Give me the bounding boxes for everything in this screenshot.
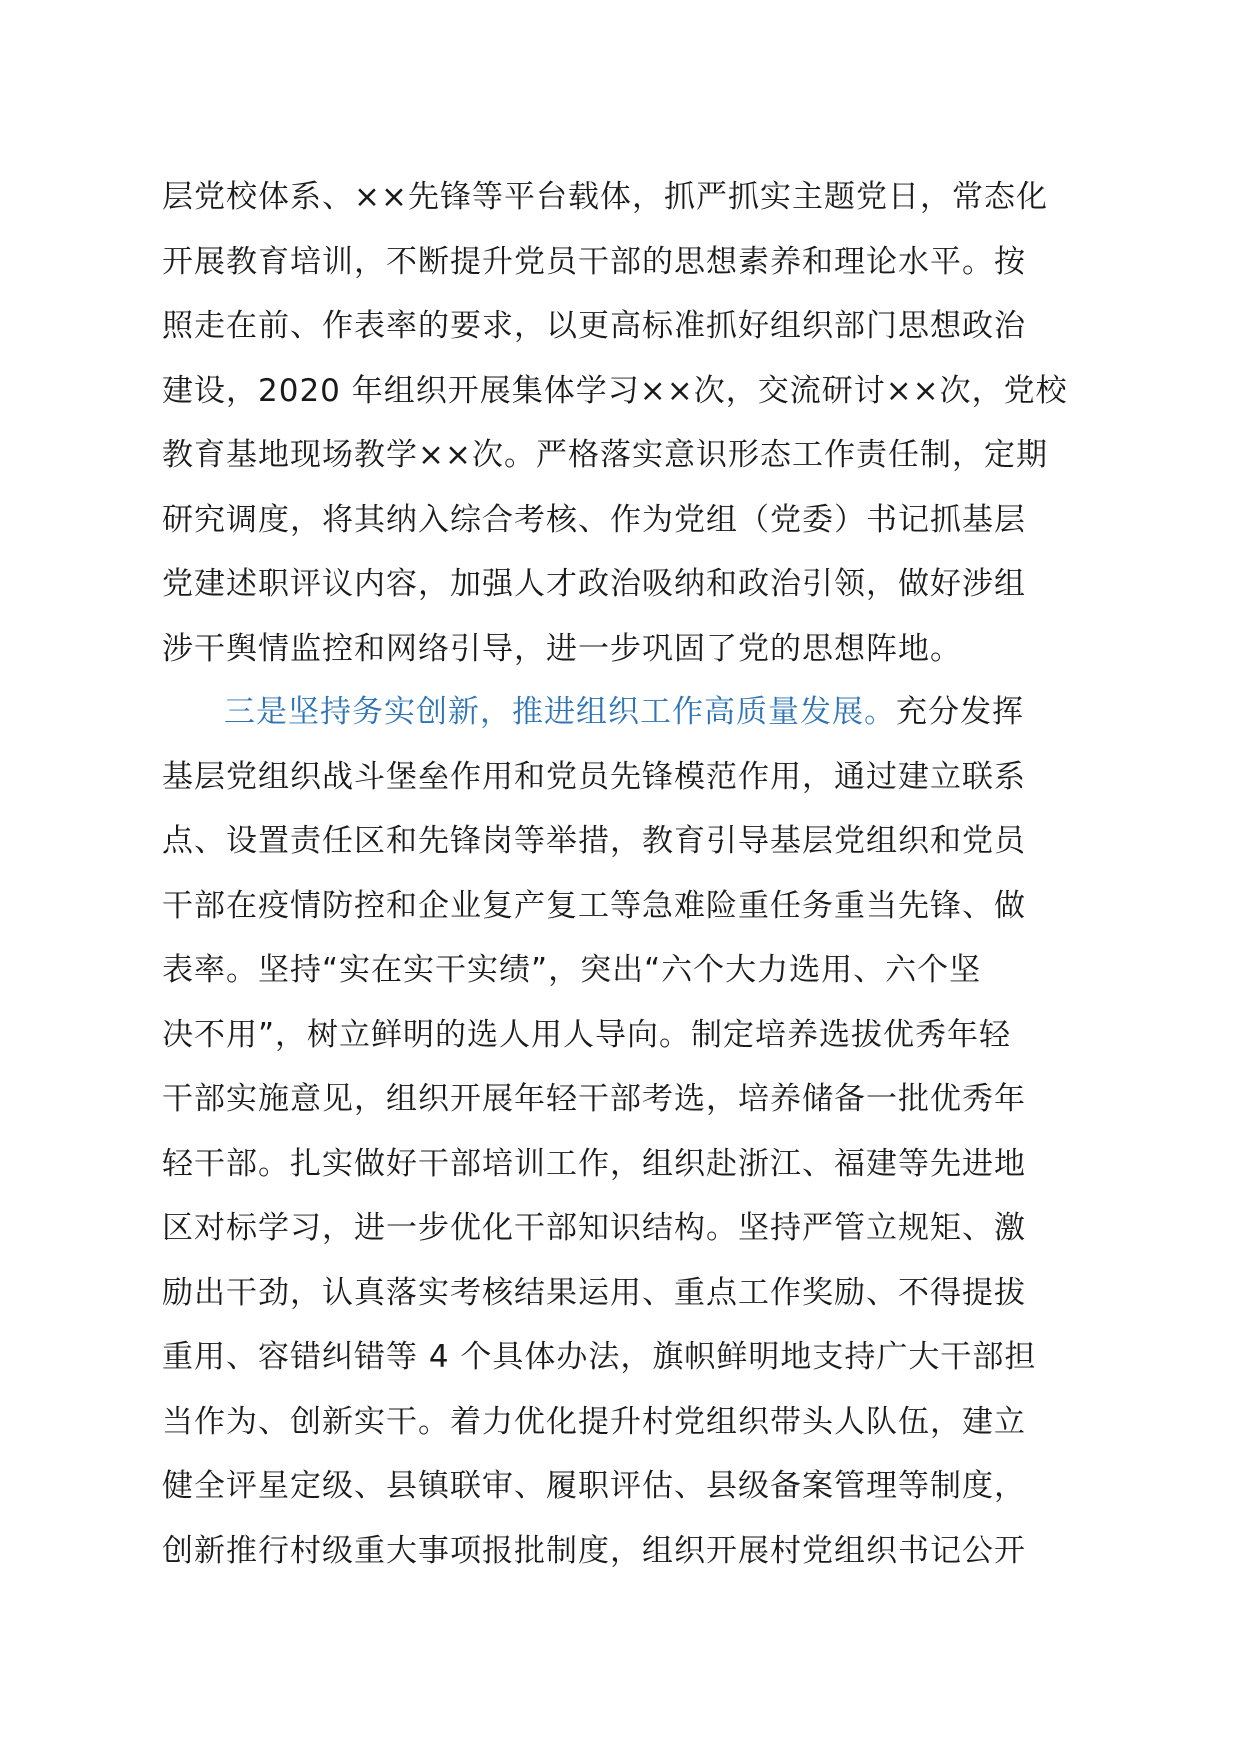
paragraph-line: 创新推行村级重大事项报批制度，组织开展村党组织书记公开 bbox=[162, 1532, 1026, 1569]
paragraph-line: 党建述职评议内容，加强人才政治吸纳和政治引领，做好涉组 bbox=[162, 566, 1026, 602]
section-heading: 三是坚持务实创新，推进组织工作高质量发展。 bbox=[224, 694, 896, 730]
paragraph-line: 教育基地现场教学××次。严格落实意识形态工作责任制，定期 bbox=[162, 437, 1048, 473]
paragraph-line: 点、设置责任区和先锋岗等举措，教育引导基层党组织和党员 bbox=[162, 823, 1026, 859]
paragraph-line: 层党校体系、××先锋等平台载体，抓严抓实主题党日，常态化 bbox=[162, 179, 1048, 215]
paragraph-party-school-study bbox=[162, 165, 1092, 681]
paragraph-line-rest: 充分发挥 bbox=[896, 694, 1024, 730]
paragraph-line: 开展教育培训，不断提升党员干部的思想素养和理论水平。按 bbox=[162, 243, 1026, 280]
paragraph-line: 健全评星定级、县镇联审、履职评估、县级备案管理等制度， bbox=[162, 1468, 1026, 1504]
paragraph-line: 基层党组织战斗堡垒作用和党员先锋模范作用，通过建立联系 bbox=[162, 758, 1026, 795]
paragraph-line: 照走在前、作表率的要求，以更高标准抓好组织部门思想政治 bbox=[162, 308, 1026, 344]
paragraph-line: 重用、容错纠错等 4 个具体办法，旗帜鲜明地支持广大干部担 bbox=[162, 1339, 1037, 1375]
paragraph-line: 励出干劲，认真落实考核结果运用、重点工作奖励、不得提拔 bbox=[162, 1274, 1026, 1311]
paragraph-line: 研究调度，将其纳入综合考核、作为党组（党委）书记抓基层 bbox=[162, 501, 1026, 538]
paragraph-line: 干部在疫情防控和企业复产复工等急难险重任务重当先锋、做 bbox=[162, 887, 1026, 924]
paragraph-line: 当作为、创新实干。着力优化提升村党组织带头人队伍，建立 bbox=[162, 1403, 1026, 1440]
paragraph-line: 干部实施意见，组织开展年轻干部考选，培养储备一批优秀年 bbox=[162, 1081, 1026, 1117]
paragraph-line: 决不用”，树立鲜明的选人用人导向。制定培养选拔优秀年轻 bbox=[162, 1016, 1012, 1053]
paragraph-line: 涉干舆情监控和网络引导，进一步巩固了党的思想阵地。 bbox=[162, 630, 962, 667]
paragraph-line: 区对标学习，进一步优化干部知识结构。坚持严管立规矩、激 bbox=[162, 1210, 1026, 1246]
paragraph-line: 表率。坚持“实在实干实绩”，突出“六个大力选用、六个坚 bbox=[162, 952, 982, 988]
paragraph-line: 轻干部。扎实做好干部培训工作，组织赴浙江、福建等先进地 bbox=[162, 1145, 1026, 1182]
paragraph-first-line bbox=[162, 680, 1092, 745]
paragraph-line: 建设，2020 年组织开展集体学习××次，交流研讨××次，党校 bbox=[162, 372, 1068, 409]
paragraph-innovation bbox=[162, 680, 1092, 1583]
